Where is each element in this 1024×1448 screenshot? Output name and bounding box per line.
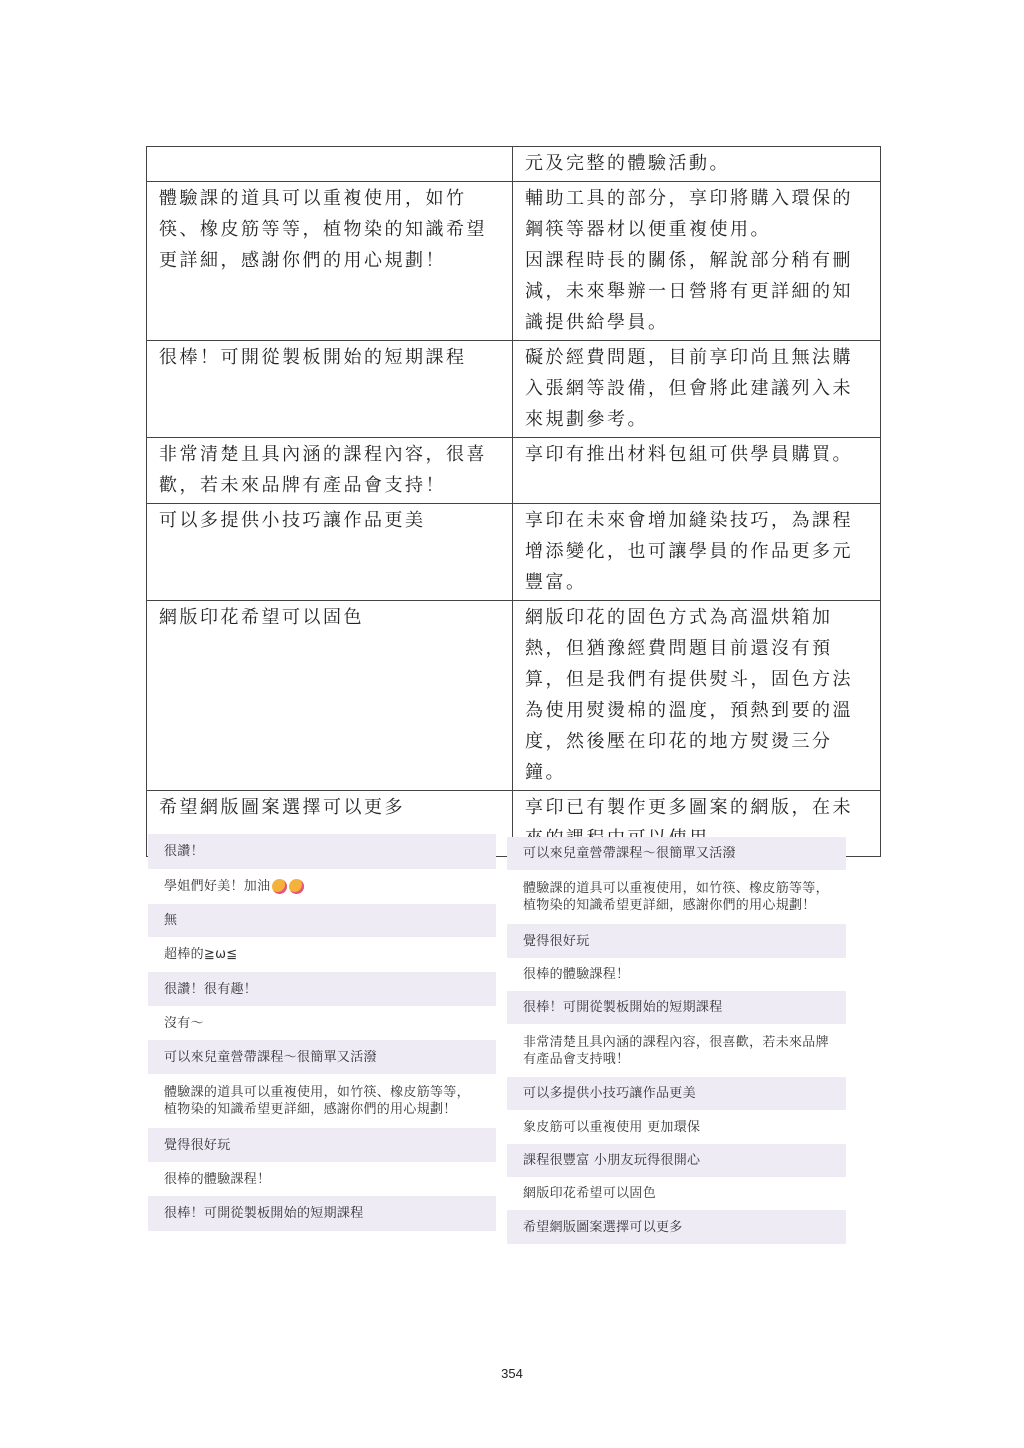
response-item <box>507 1024 846 1077</box>
response-text: 體驗課的道具可以重複使用，如竹筷、橡皮筋等等， 植物染的知識希望更詳細，感謝你們的用心規劃！ <box>523 881 829 913</box>
feedback-cell: 很棒！可開從製板開始的短期課程 <box>147 341 513 438</box>
response-text: 覺得很好玩 <box>523 933 590 949</box>
response-text: 沒有～ <box>164 1015 204 1031</box>
response-text: 可以多提供小技巧讓作品更美 <box>523 1086 696 1101</box>
smiling-face-with-hearts-icon <box>289 879 304 894</box>
response-item <box>507 837 846 870</box>
response-item <box>148 1006 496 1040</box>
response-item <box>148 1196 496 1231</box>
response-text: 很棒的體驗課程！ <box>164 1171 271 1187</box>
smiling-face-with-hearts-icon <box>272 879 287 894</box>
reply-cell: 享印已有製作更多圖案的網版，在未 <box>513 791 881 857</box>
response-text: 可以來兒童營帶課程～很簡單又活潑 <box>164 1049 377 1065</box>
response-text: 可以來兒童營帶課程～很簡單又活潑 <box>523 846 736 861</box>
feedback-cell: 希望網版圖案選擇可以更多 <box>147 791 513 857</box>
response-item <box>507 1144 846 1177</box>
reply-cell: 輔助工具的部分，享印將購入環保的 鋼筷等器材以便重複使用。 因課程時長的關係，解說部分稍有刪 減，未來舉辦一日營將有更詳細的知 識提供給學員。 <box>513 182 881 341</box>
table-row <box>147 341 881 438</box>
survey-responses-left <box>148 834 496 1231</box>
response-text: 覺得很好玩 <box>164 1137 231 1153</box>
feedback-reply-table <box>146 146 881 857</box>
table-row <box>147 504 881 601</box>
response-text: 很棒！可開從製板開始的短期課程 <box>164 1206 364 1221</box>
response-text: 象皮筋可以重複使用 更加環保 <box>523 1119 701 1135</box>
response-item <box>148 834 496 869</box>
response-text: 很讚！ <box>164 844 204 859</box>
reply-cell: 享印有推出材料包組可供學員購買。 <box>513 438 881 504</box>
response-item <box>507 924 846 958</box>
response-text: 網版印花希望可以固色 <box>523 1186 657 1201</box>
response-item <box>148 1128 496 1162</box>
reply-cell: 元及完整的體驗活動。 <box>513 147 881 182</box>
response-text: 非常清楚且具內涵的課程內容，很喜歡，若未來品牌 有產品會支持哦！ <box>523 1034 829 1067</box>
response-text: 超棒的≧ω≦ <box>164 947 238 962</box>
response-text: 課程很豐富 小朋友玩得很開心 <box>523 1153 701 1168</box>
response-item <box>507 870 846 924</box>
table-row <box>147 438 881 504</box>
table-row <box>147 601 881 791</box>
page-number: 354 <box>501 1366 523 1381</box>
feedback-cell: 非常清楚且具內涵的課程內容，很喜 歡，若未來品牌有產品會支持！ <box>147 438 513 504</box>
response-item <box>148 1040 496 1074</box>
response-text: 很棒的體驗課程！ <box>523 967 630 982</box>
response-item <box>148 869 496 904</box>
response-item <box>148 904 496 937</box>
response-item <box>507 1177 846 1210</box>
feedback-cell: 體驗課的道具可以重複使用，如竹 筷、橡皮筋等等，植物染的知識希望 更詳細，感謝你們的用心規劃！ <box>147 182 513 341</box>
reply-cell: 享印在未來會增加縫染技巧，為課程 增添變化，也可讓學員的作品更多元 豐富。 <box>513 504 881 601</box>
response-text: 很讚！很有趣！ <box>164 981 258 997</box>
response-item <box>507 1210 846 1244</box>
response-item <box>148 972 496 1006</box>
response-item <box>507 1077 846 1110</box>
response-item <box>148 937 496 972</box>
response-text: 無 <box>164 913 178 928</box>
response-item <box>148 1074 496 1128</box>
feedback-cell <box>147 147 513 182</box>
response-text: 體驗課的道具可以重複使用，如竹筷、橡皮筋等等， 植物染的知識希望更詳細，感謝你們的用心規劃！ <box>164 1085 470 1117</box>
response-item <box>148 1162 496 1196</box>
response-text: 學姐們好美！加油 <box>164 879 271 894</box>
table-row <box>147 147 881 182</box>
response-item <box>507 1110 846 1144</box>
response-item <box>507 991 846 1024</box>
response-item <box>507 958 846 991</box>
table-row <box>147 182 881 341</box>
feedback-cell: 可以多提供小技巧讓作品更美 <box>147 504 513 601</box>
reply-cell: 網版印花的固色方式為高溫烘箱加 熱，但猶豫經費問題目前還沒有預 算，但是我們有提供熨斗，固色方法 為使用熨燙棉的溫度，預熱到要的溫 度，然後壓在印花的地方熨燙三分 鐘。 <box>513 601 881 791</box>
feedback-cell: 網版印花希望可以固色 <box>147 601 513 791</box>
survey-responses-right <box>507 837 846 1244</box>
reply-cell: 礙於經費問題，目前享印尚且無法購 入張網等設備，但會將此建議列入未 來規劃參考。 <box>513 341 881 438</box>
response-text: 希望網版圖案選擇可以更多 <box>523 1219 683 1235</box>
response-text: 很棒！可開從製板開始的短期課程 <box>523 1000 723 1015</box>
